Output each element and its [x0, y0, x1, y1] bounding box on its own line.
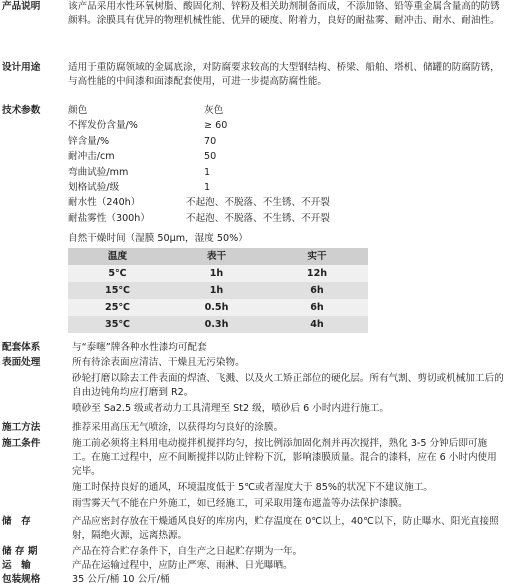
param-value: 1 — [204, 166, 211, 178]
table-cell: 1h — [167, 265, 266, 282]
param-row — [68, 181, 368, 196]
param-value: 灰色 — [204, 105, 224, 116]
packaging-label: 包装规格 — [2, 574, 41, 585]
table-cell: 1h — [167, 282, 266, 299]
surface-treatment-label: 表面处理 — [2, 357, 41, 368]
conditions-line: 施工时保持良好的通风，环境温度低于 5℃或者湿度大于 85%的状况下不建议施工。 — [72, 482, 433, 493]
shelf-life-text: 产品在符合贮存条件下，自生产之日起贮存期为一年。 — [72, 546, 303, 557]
table-cell: 35℃ — [68, 316, 167, 333]
tech-params-label: 技术参数 — [2, 105, 41, 116]
matching-system-label: 配套体系 — [2, 342, 41, 353]
param-key: 锌含量/% — [68, 135, 110, 147]
design-use-text: 适用于重防腐领域的金属底涂，对防腐要求较高的大型钢结构、桥梁、船舶、塔机、储罐的防腐防锈，与高性能的中间漆和面漆配套使用，可进一步提高防腐性能。 — [68, 62, 500, 87]
storage-text: 产品应密封存放在干燥通风良好的库房内，贮存温度在 0℃以上，40℃以下，防止曝水、阳光直接照射，隔绝火源，远离热源。 — [72, 516, 499, 541]
table-cell: 0.3h — [167, 316, 266, 333]
conditions-line: 施工前必须将主料用电动搅拌机搅拌均匀，按比例添加固化剂并再次搅拌，熟化 3-5 分钟后即可施工。在施工过程中，应不间断搅拌以防止锌粉下沉，影响漆膜质量。混合的漆料，应在 6 小时内使用完毕。 — [72, 438, 497, 477]
transport-text: 产品在运输过程中，应防止严寒、雨淋、日光曝晒。 — [72, 560, 293, 571]
table-cell: 5℃ — [68, 265, 167, 282]
param-value: 不起泡、不脱落、不生锈、不开裂 — [186, 197, 330, 209]
surface-treatment-line: 砂轮打磨以除去工件表面的焊渣、飞溅、以及火工矫正部位的硬化层。所有气割、剪切或机械加工后的自由边钝角均应打磨到 R2。 — [72, 373, 504, 398]
table-row — [68, 265, 368, 282]
conditions-line: 雨雪雾天气不能在户外施工，如已经施工，可采取用篷布遮盖等办法保护漆膜。 — [72, 498, 408, 509]
param-key: 不挥发份含量/% — [68, 120, 138, 132]
table-row — [68, 316, 368, 333]
product-description-text: 该产品采用水性环氧树脂、酸固化剂、锌粉及相关助剂制备而成，不添加铬、铅等重金属含量高的防锈颜料。涂膜具有优异的物理机械性能、优异的硬度、附着力，良好的耐盐雾、耐冲击、耐水、耐油性。 — [68, 1, 500, 26]
param-key: 划格试验/级 — [68, 181, 120, 193]
surface-treatment-text — [72, 356, 506, 416]
param-value: 70 — [204, 135, 217, 147]
param-value: 50 — [204, 151, 217, 163]
application-method-label: 施工方法 — [2, 422, 41, 433]
table-cell: 12h — [266, 265, 368, 282]
drying-time-label: 自然干燥时间（湿膜 50μm，湿度 50%） — [68, 233, 248, 244]
table-header-cell: 表干 — [167, 248, 266, 265]
param-key: 颜色 — [68, 105, 88, 116]
param-key: 耐水性（240h） — [68, 197, 141, 209]
param-row — [68, 119, 368, 134]
table-cell: 6h — [266, 299, 368, 316]
application-method-text: 推荐采用高压无气喷涂，以获得均匀良好的涂膜。 — [72, 422, 284, 433]
table-header-row — [68, 248, 368, 265]
storage-label: 储 存 — [2, 516, 31, 527]
surface-treatment-line: 喷砂至 Sa2.5 级或者动力工具清理至 St2 级，喷砂后 6 小时内进行施工。 — [72, 403, 390, 414]
surface-treatment-line: 所有待涂表面应清洁、干燥且无污染物。 — [72, 357, 245, 368]
param-row — [68, 196, 368, 211]
application-conditions-label: 施工条件 — [2, 438, 41, 449]
design-use-label: 设计用途 — [2, 62, 41, 73]
table-cell: 15℃ — [68, 282, 167, 299]
param-key: 耐盐雾性（300h） — [68, 212, 150, 224]
table-cell: 6h — [266, 282, 368, 299]
table-cell: 0.5h — [167, 299, 266, 316]
param-row — [68, 166, 368, 181]
param-key: 弯曲试验/mm — [68, 166, 129, 178]
tech-params-list — [68, 104, 368, 227]
param-value: ≥ 60 — [204, 120, 228, 132]
param-row — [68, 135, 368, 150]
table-cell: 4h — [266, 316, 368, 333]
param-row-color — [68, 104, 368, 119]
table-header-cell: 温度 — [68, 248, 167, 265]
product-description-label: 产品说明 — [2, 1, 41, 12]
table-cell: 25℃ — [68, 299, 167, 316]
table-header-cell: 实干 — [266, 248, 368, 265]
drying-time-table — [68, 248, 368, 333]
param-row — [68, 212, 368, 227]
matching-system-text: 与“泰噻”牌各种水性漆均可配套 — [72, 342, 207, 353]
param-value: 1 — [204, 181, 211, 193]
table-row — [68, 299, 368, 316]
application-conditions-text — [72, 437, 506, 511]
shelf-life-label: 储 存 期 — [2, 546, 38, 557]
param-value: 不起泡、不脱落、不生锈、不开裂 — [186, 212, 330, 224]
param-key: 耐冲击/cm — [68, 151, 115, 163]
table-row — [68, 282, 368, 299]
packaging-text: 35 公斤/桶 10 公斤/桶 — [72, 574, 170, 585]
param-row — [68, 150, 368, 165]
transport-label: 运 输 — [2, 560, 31, 571]
